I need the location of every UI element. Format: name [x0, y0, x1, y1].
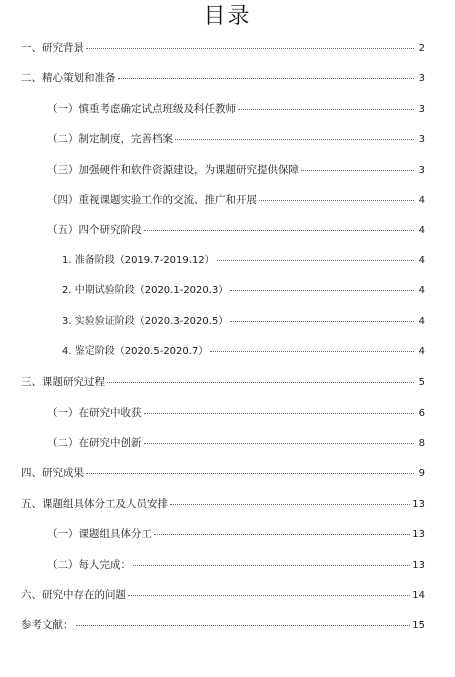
toc-page-number: 3: [418, 103, 425, 115]
dot-leader: [154, 534, 410, 535]
toc-entry[interactable]: [21, 432, 425, 462]
toc-page-number: 4: [418, 194, 425, 206]
toc-entry-label: 4. 鉴定阶段（2020.5-2020.7）: [62, 345, 209, 357]
toc-entry[interactable]: [21, 37, 425, 67]
toc-entry[interactable]: [21, 584, 425, 614]
toc-entry-label: 六、研究中存在的问题: [21, 589, 126, 602]
toc-entry[interactable]: [21, 280, 425, 310]
toc-entry-label: （一）课题组具体分工: [47, 528, 152, 541]
dot-leader: [238, 109, 414, 110]
dot-leader: [217, 260, 414, 261]
toc-page-number: 4: [418, 254, 425, 266]
toc-entry[interactable]: [21, 219, 425, 249]
toc-page-number: 4: [418, 345, 425, 357]
toc-page-number: 3: [418, 73, 425, 85]
dot-leader: [259, 200, 414, 201]
toc-entry-label: 3. 实验验证阶段（2020.3-2020.5）: [62, 315, 229, 327]
dot-leader: [170, 504, 410, 505]
toc-entry-label: （一）在研究中收获: [47, 406, 142, 419]
toc-entry[interactable]: [21, 371, 425, 401]
toc-page-number: 3: [418, 134, 425, 146]
toc-entry-label: （二）在研究中创新: [47, 437, 142, 450]
toc-entry-label: 2. 中期试验阶段（2020.1-2020.3）: [62, 285, 229, 297]
toc-page-number: 14: [412, 590, 425, 602]
toc-entry-label: 三、课题研究过程: [21, 376, 105, 389]
toc-page-number: 15: [412, 620, 425, 632]
toc-page-number: 4: [418, 225, 425, 237]
toc-entry[interactable]: [21, 128, 425, 158]
dot-leader: [175, 139, 414, 140]
toc-entry[interactable]: [21, 67, 425, 97]
toc-entry-label: 一、研究背景: [21, 42, 84, 54]
dot-leader: [210, 351, 414, 352]
toc-entry[interactable]: [21, 462, 425, 492]
toc-entry-label: （四）重视课题实验工作的交流、推广和开展: [47, 193, 257, 206]
dot-leader: [107, 382, 414, 383]
toc-page-number: 3: [418, 164, 425, 176]
toc-entry-label: （一）慎重考虑确定试点班级及科任教师: [47, 102, 236, 115]
toc-page-number: 13: [412, 559, 425, 571]
dot-leader: [86, 473, 414, 474]
toc-entry[interactable]: [21, 189, 425, 219]
dot-leader: [76, 625, 411, 626]
toc-page-number: 13: [412, 498, 425, 510]
toc-entry[interactable]: [21, 311, 425, 341]
toc-entry-label: （三）加强硬件和软件资源建设，为课题研究提供保障: [47, 163, 299, 176]
toc-entry-label: 五、课题组具体分工及人员安排: [21, 497, 168, 510]
toc-entry[interactable]: [21, 98, 425, 128]
dot-leader: [86, 48, 414, 49]
toc-entry[interactable]: [21, 341, 425, 371]
toc-page-number: 8: [418, 438, 425, 450]
toc-entry[interactable]: [21, 614, 425, 644]
toc-page-number: 6: [418, 407, 425, 419]
toc-entry-label: 1. 准备阶段（2019.7-2019.12）: [62, 254, 215, 266]
toc-entry-label: （二）制定制度，完善档案: [47, 133, 173, 146]
dot-leader: [118, 78, 415, 79]
toc-page-number: 9: [418, 468, 425, 480]
table-of-contents: [21, 37, 425, 645]
toc-page-number: 13: [412, 529, 425, 541]
toc-entry[interactable]: [21, 554, 425, 584]
toc-entry-label: （五）四个研究阶段: [47, 224, 142, 237]
dot-leader: [133, 565, 410, 566]
toc-entry[interactable]: [21, 493, 425, 523]
toc-entry[interactable]: [21, 402, 425, 432]
toc-page-number: 4: [418, 285, 425, 297]
toc-entry-label: 四、研究成果: [21, 467, 84, 480]
toc-title: 目录: [203, 4, 252, 29]
dot-leader: [230, 321, 414, 322]
toc-entry[interactable]: [21, 159, 425, 189]
toc-entry[interactable]: [21, 523, 425, 553]
toc-page-number: 2: [418, 43, 425, 54]
toc-entry-label: 二、精心策划和准备: [21, 72, 116, 85]
toc-entry-label: （二）每人完成：: [47, 558, 131, 571]
dot-leader: [144, 413, 415, 414]
toc-entry-label: 参考文献：: [21, 619, 74, 632]
dot-leader: [144, 443, 415, 444]
dot-leader: [230, 290, 414, 291]
toc-page-number: 5: [418, 377, 425, 389]
dot-leader: [144, 230, 415, 231]
toc-page-number: 4: [418, 315, 425, 327]
toc-entry[interactable]: [21, 250, 425, 280]
dot-leader: [301, 170, 414, 171]
dot-leader: [128, 595, 410, 596]
